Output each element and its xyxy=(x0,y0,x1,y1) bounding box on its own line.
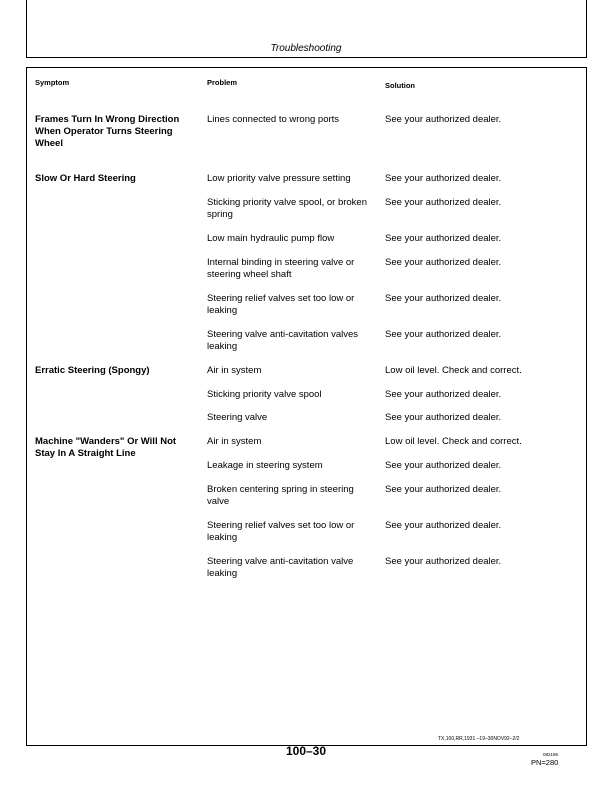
document-reference: TX,100,RR,1931 –19–30NOV92–2/2 xyxy=(438,736,520,742)
problem-text: Sticking priority valve spool xyxy=(207,389,322,400)
problem-text: Air in system xyxy=(207,436,262,447)
page-header-title: Troubleshooting xyxy=(270,43,342,54)
solution-text: See your authorized dealer. xyxy=(385,173,502,184)
solution-text: See your authorized dealer. xyxy=(385,233,502,244)
problem-text: Low main hydraulic pump flow xyxy=(207,233,335,244)
solution-text: See your authorized dealer. xyxy=(385,556,502,567)
pn-label: PN=280 xyxy=(531,758,559,767)
solution-text: See your authorized dealer. xyxy=(385,197,502,208)
problem-text: Air in system xyxy=(207,365,262,376)
problem-text: Sticking priority valve spool, or broken spring xyxy=(207,197,367,220)
table-right-border xyxy=(586,67,587,745)
column-header-solution: Solution xyxy=(385,81,415,90)
symptom-text: Erratic Steering (Spongy) xyxy=(35,365,150,376)
symptom-text: Frames Turn In Wrong Direction When Operator Turns Steering Wheel xyxy=(35,114,180,149)
solution-text: See your authorized dealer. xyxy=(385,412,502,423)
problem-text: Steering valve anti-cavitation valve leaking xyxy=(207,556,354,579)
column-header-symptom: Symptom xyxy=(35,78,70,87)
solution-text: See your authorized dealer. xyxy=(385,114,502,125)
header-rule xyxy=(26,57,587,58)
problem-text: Internal binding in steering valve or steering wheel shaft xyxy=(207,257,355,280)
solution-text: See your authorized dealer. xyxy=(385,484,502,495)
problem-text: Steering valve xyxy=(207,412,268,423)
page-number: 100–30 xyxy=(285,744,327,758)
table-left-border xyxy=(26,67,27,745)
symptom-text: Slow Or Hard Steering xyxy=(35,173,136,184)
date-code: 082196 xyxy=(543,752,559,757)
solution-text: See your authorized dealer. xyxy=(385,329,502,340)
column-header-problem: Problem xyxy=(207,78,238,87)
problem-text: Leakage in steering system xyxy=(207,460,323,471)
problem-text: Broken centering spring in steering valve xyxy=(207,484,354,507)
problem-text: Steering relief valves set too low or leaking xyxy=(207,293,355,316)
problem-text: Steering valve anti-cavitation valves leaking xyxy=(207,329,359,352)
problem-text: Steering relief valves set too low or leaking xyxy=(207,520,355,543)
solution-text: See your authorized dealer. xyxy=(385,389,502,400)
solution-text: See your authorized dealer. xyxy=(385,460,502,471)
problem-text: Low priority valve pressure setting xyxy=(207,173,351,184)
solution-text: See your authorized dealer. xyxy=(385,257,502,268)
solution-text: Low oil level. Check and correct. xyxy=(385,365,522,376)
symptom-text: Machine "Wanders" Or Will Not Stay In A Straight Line xyxy=(35,436,177,459)
problem-text: Lines connected to wrong ports xyxy=(207,114,340,125)
table-top-rule xyxy=(26,67,587,68)
solution-text: Low oil level. Check and correct. xyxy=(385,436,522,447)
solution-text: See your authorized dealer. xyxy=(385,293,502,304)
solution-text: See your authorized dealer. xyxy=(385,520,502,531)
